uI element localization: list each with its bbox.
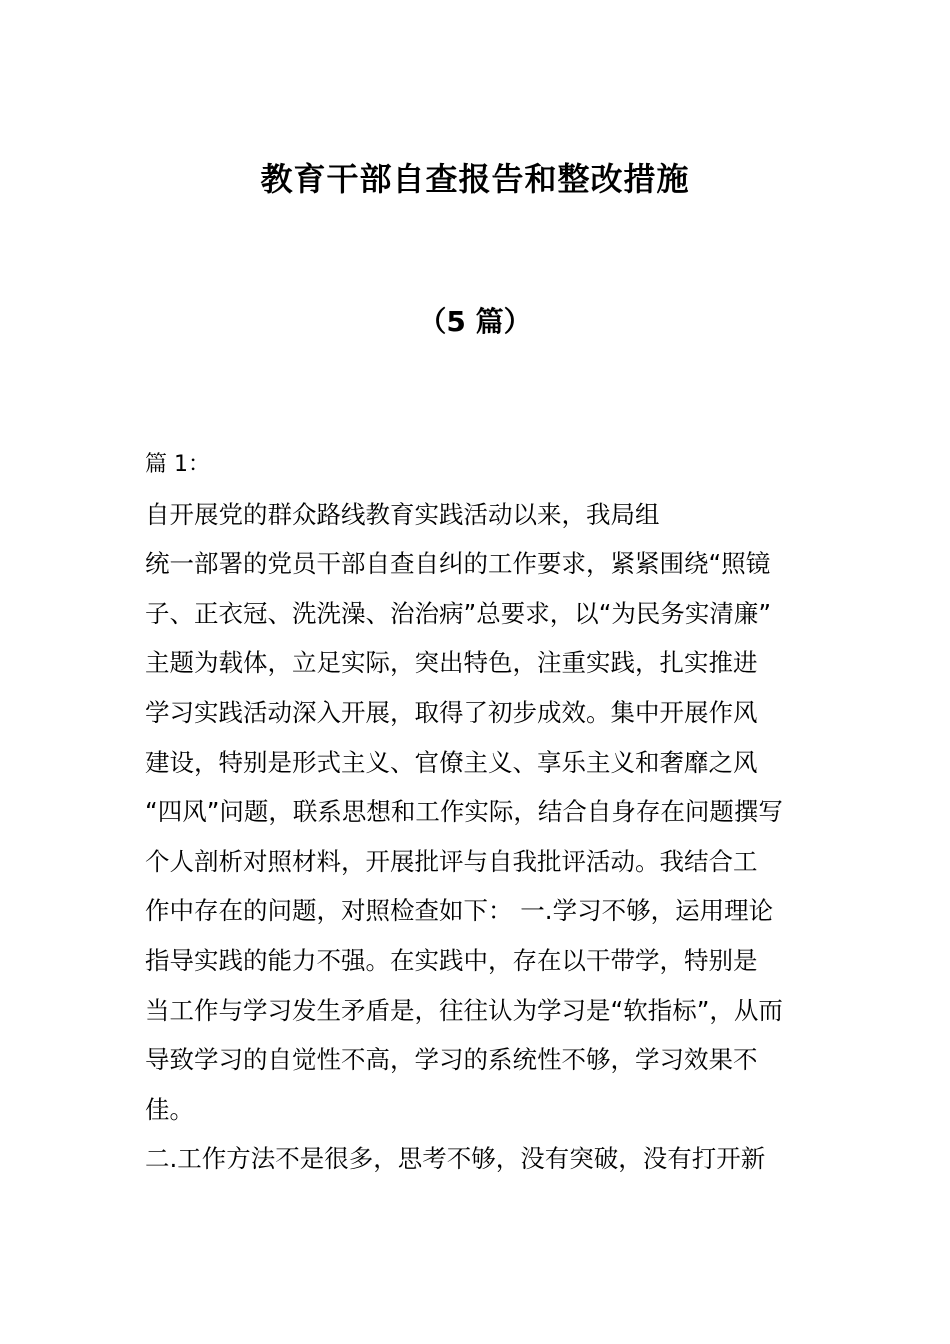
section-heading: 篇 1： (145, 452, 210, 477)
body-line: 当工作与学习发生矛盾是，往往认为学习是“软指标”，从而 (145, 995, 783, 1025)
body-line: 导致学习的自觉性不高，学习的系统性不够，学习效果不 (145, 1045, 758, 1075)
body-line: 学习实践活动深入开展，取得了初步成效。集中开展作风 (145, 697, 758, 727)
body-line: 统一部署的党员干部自查自纠的工作要求，紧紧围绕“照镜 (145, 549, 771, 579)
body-line: 佳。 (145, 1094, 194, 1124)
document-title: 教育干部自查报告和整改措施 (260, 160, 690, 198)
body-line: 指导实践的能力不强。在实践中，存在以干带学，特别是 (145, 945, 758, 975)
body-line: 个人剖析对照材料，开展批评与自我批评活动。我结合工 (145, 846, 758, 876)
body-line: 建设，特别是形式主义、官僚主义、享乐主义和奢靡之风 (145, 747, 758, 777)
body-line: 二.工作方法不是很多，思考不够，没有突破，没有打开新 (145, 1144, 766, 1174)
body-line: 作中存在的问题，对照检查如下： 一.学习不够，运用理论 (145, 896, 774, 926)
body-line: 自开展党的群众路线教育实践活动以来，我局组 (145, 499, 660, 529)
document-subtitle: （5 篇） (418, 305, 532, 338)
body-line: 子、正衣冠、洗洗澡、治治病”总要求，以“为民务实清廉” (145, 598, 772, 628)
body-line: “四风”问题，联系思想和工作实际，结合自身存在问题撰写 (145, 797, 783, 827)
document-body (145, 440, 813, 1184)
body-line: 主题为载体，立足实际，突出特色，注重实践，扎实推进 (145, 648, 758, 678)
